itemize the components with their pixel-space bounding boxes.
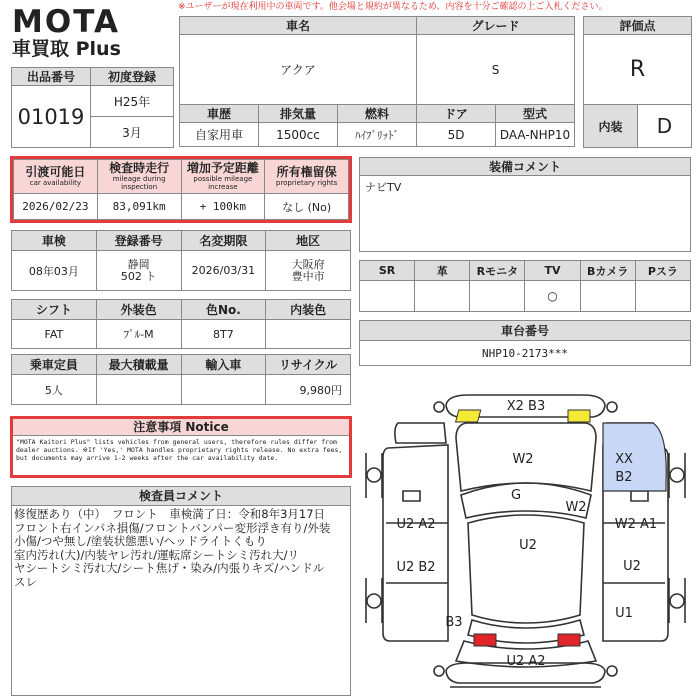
inspection-expiry: 08年03月	[12, 251, 97, 291]
feature-label: TV	[525, 261, 580, 281]
rear-left-wheel	[367, 594, 381, 608]
comment-line: 小傷/つや無し/塗装状態悪い/ヘッドライトくもり	[14, 534, 267, 548]
history-label: 車歴	[180, 105, 259, 123]
availability-date: 2026/02/23	[14, 194, 98, 220]
rear-bumper-label: U2 A2	[506, 654, 546, 669]
car-name-label: 車名	[180, 17, 417, 35]
right-mirror	[631, 491, 648, 501]
equipment-comment: ナビTV	[360, 176, 691, 252]
displacement-label: 排気量	[259, 105, 338, 123]
first-registration-label: 初度登録	[91, 68, 174, 86]
doors-label: ドア	[417, 105, 496, 123]
shift: FAT	[12, 320, 97, 349]
front-right-wheel-arch	[669, 453, 685, 498]
comment-line: フロント右インパネ損傷/フロントバンパー変形浮き有り/外装	[14, 520, 331, 535]
equipment-table	[359, 157, 691, 252]
region-label: 地区	[266, 231, 351, 251]
feature-label: 革	[415, 261, 470, 281]
rear-left-wheel-arch	[366, 578, 382, 623]
comment-line: ヤシートシミ汚れ大/シート焦げ・染み/内張りキズ/ハンドル	[14, 561, 325, 575]
inspector-comment-text	[12, 506, 350, 591]
availability-table	[13, 159, 349, 220]
max-load	[96, 375, 181, 405]
interior-label: 内装	[584, 105, 638, 148]
fuel: ﾊｲﾌﾞﾘｯﾄﾞ	[338, 123, 417, 147]
notice-title: 注意事項 Notice	[13, 419, 349, 436]
notice-text: "MOTA Kaitori Plus" lists vehicles from general users, therefore rules differ from dealer auctions. ※If 'Yes,' MOTA handles proprietary rights release. No extra fees, but documents may arrive 1-2 weeks after the car availability date.	[16, 438, 343, 462]
inspection-mileage: 83,091km	[97, 194, 181, 220]
right-rear-door-label: U2	[623, 559, 641, 574]
chassis-number: NHP10-2173***	[360, 341, 691, 366]
capacity-table	[11, 354, 351, 405]
inspection-label: 車検	[12, 231, 97, 251]
exterior-color-label: 外装色	[96, 300, 181, 320]
grade: S	[417, 35, 575, 105]
feature-value	[470, 281, 525, 312]
listing-table	[11, 67, 174, 148]
model: DAA-NHP10	[496, 123, 575, 147]
rear-right-tail-light	[558, 634, 580, 646]
exterior-color: ﾌﾟﾙ-M	[96, 320, 181, 349]
fuel-label: 燃料	[338, 105, 417, 123]
equipment-label: 装備コメント	[360, 158, 691, 176]
left-mirror	[403, 491, 420, 501]
registration-month: 3月	[91, 117, 174, 148]
listing-number: 01019	[12, 86, 91, 148]
windshield-label: W2	[565, 500, 587, 515]
front-left-wheel	[367, 468, 381, 482]
feature-label: Rモニタ	[470, 261, 525, 281]
availability-date-label: 引渡可能日 car availability	[14, 160, 98, 194]
left-side-outline	[383, 445, 448, 641]
plate-number: 静岡 502 ト	[96, 251, 181, 291]
region: 大阪府 豊中市	[266, 251, 351, 291]
rear-left-label: B3	[445, 615, 463, 630]
feature-value	[415, 281, 470, 312]
mileage-increase-label: 増加予定距離 possible mileage increase	[181, 160, 265, 194]
feature-label: Bカメラ	[580, 261, 635, 281]
logo	[12, 6, 172, 64]
mileage-increase: + 100km	[181, 194, 265, 220]
shift-label: シフト	[12, 300, 97, 320]
grade-label: グレード	[417, 17, 575, 35]
left-front-fender	[395, 423, 446, 443]
capacity: 5人	[12, 375, 97, 405]
rear-right-wheel	[670, 594, 684, 608]
rear-left-tail-light	[474, 634, 496, 646]
color-number-label: 色No.	[181, 300, 266, 320]
car-damage-diagram	[358, 383, 693, 698]
rear-right-label: U1	[615, 606, 633, 621]
notice-frame	[10, 416, 352, 478]
front-right-label-a: XX	[615, 452, 633, 467]
features-table	[359, 260, 691, 312]
rear-left-lamp	[434, 666, 444, 676]
proprietary-rights: なし (No)	[265, 194, 349, 220]
rating-label: 評価点	[584, 17, 692, 35]
transfer-deadline: 2026/03/31	[181, 251, 266, 291]
top-notice: ※ユーザーが現在利用中の車両です。他会場と規約が異なるため、内容を十分ご確認の上ご入札ください。	[178, 2, 608, 12]
chassis-table	[359, 320, 691, 366]
transfer-deadline-label: 名変期限	[181, 231, 266, 251]
front-left-headlight	[456, 410, 481, 422]
feature-value	[360, 281, 415, 312]
specs-table	[11, 299, 351, 349]
rear-right-wheel-arch	[669, 578, 685, 623]
imported-label: 輸入車	[181, 355, 266, 375]
displacement: 1500cc	[259, 123, 338, 147]
front-right-lamp	[607, 402, 617, 412]
capacity-label: 乗車定員	[12, 355, 97, 375]
inspector-comment-label: 検査員コメント	[12, 487, 350, 506]
availability-frame	[10, 156, 352, 223]
logo-brand: MOTA	[12, 4, 120, 40]
inspector-comment-box	[11, 486, 351, 696]
max-load-label: 最大積載量	[96, 355, 181, 375]
comment-line: 修復歴あり（中） フロント 車検満了日：令和8年3月17日	[14, 507, 326, 521]
comment-line: スレ	[14, 574, 37, 589]
front-right-damage-area	[603, 423, 666, 491]
rating-table	[583, 16, 692, 148]
left-front-door-label: U2 A2	[396, 517, 436, 532]
roof-label: G	[510, 488, 522, 503]
hood-label: W2	[512, 452, 534, 467]
chassis-label: 車台番号	[360, 321, 691, 341]
history: 自家用車	[180, 123, 259, 147]
rating-score: R	[584, 35, 692, 105]
color-number: 8T7	[181, 320, 266, 349]
front-right-label-b: B2	[615, 470, 633, 485]
front-right-headlight	[568, 410, 590, 422]
vehicle-table	[179, 16, 575, 147]
recycle-fee: 9,980円	[266, 375, 351, 405]
front-left-lamp	[434, 402, 444, 412]
plate-label: 登録番号	[96, 231, 181, 251]
left-rear-door-label: U2 B2	[396, 560, 436, 575]
feature-label: Pスラ	[635, 261, 690, 281]
registration-year: H25年	[91, 86, 174, 117]
listing-number-label: 出品番号	[12, 68, 91, 86]
interior-score: D	[638, 105, 692, 148]
interior-color	[266, 320, 351, 349]
imported	[181, 375, 266, 405]
comment-line: 室内汚れ(大)/内装ヤレ汚れ/運転席シートシミ汚れ大/リ	[14, 547, 299, 562]
right-door-divider	[603, 523, 665, 583]
front-right-wheel	[670, 468, 684, 482]
doors: 5D	[417, 123, 496, 147]
right-front-door-label: W2 A1	[614, 517, 658, 532]
front-bumper-label: X2 B3	[506, 399, 546, 414]
feature-value	[635, 281, 690, 312]
center-label: U2	[519, 538, 537, 553]
model-label: 型式	[496, 105, 575, 123]
recycle-label: リサイクル	[266, 355, 351, 375]
feature-label: SR	[360, 261, 415, 281]
rear-right-lamp	[607, 666, 617, 676]
car-name: アクア	[180, 35, 417, 105]
feature-value: ○	[525, 281, 580, 312]
logo-subtitle: 車買取 Plus	[12, 38, 121, 60]
front-left-wheel-arch	[366, 453, 382, 498]
interior-color-label: 内装色	[266, 300, 351, 320]
feature-value	[580, 281, 635, 312]
proprietary-rights-label: 所有権留保 proprietary rights	[265, 160, 349, 194]
registration-table	[11, 230, 351, 291]
cabin-outline	[468, 515, 584, 623]
inspection-mileage-label: 検査時走行 mileage during inspection	[97, 160, 181, 194]
